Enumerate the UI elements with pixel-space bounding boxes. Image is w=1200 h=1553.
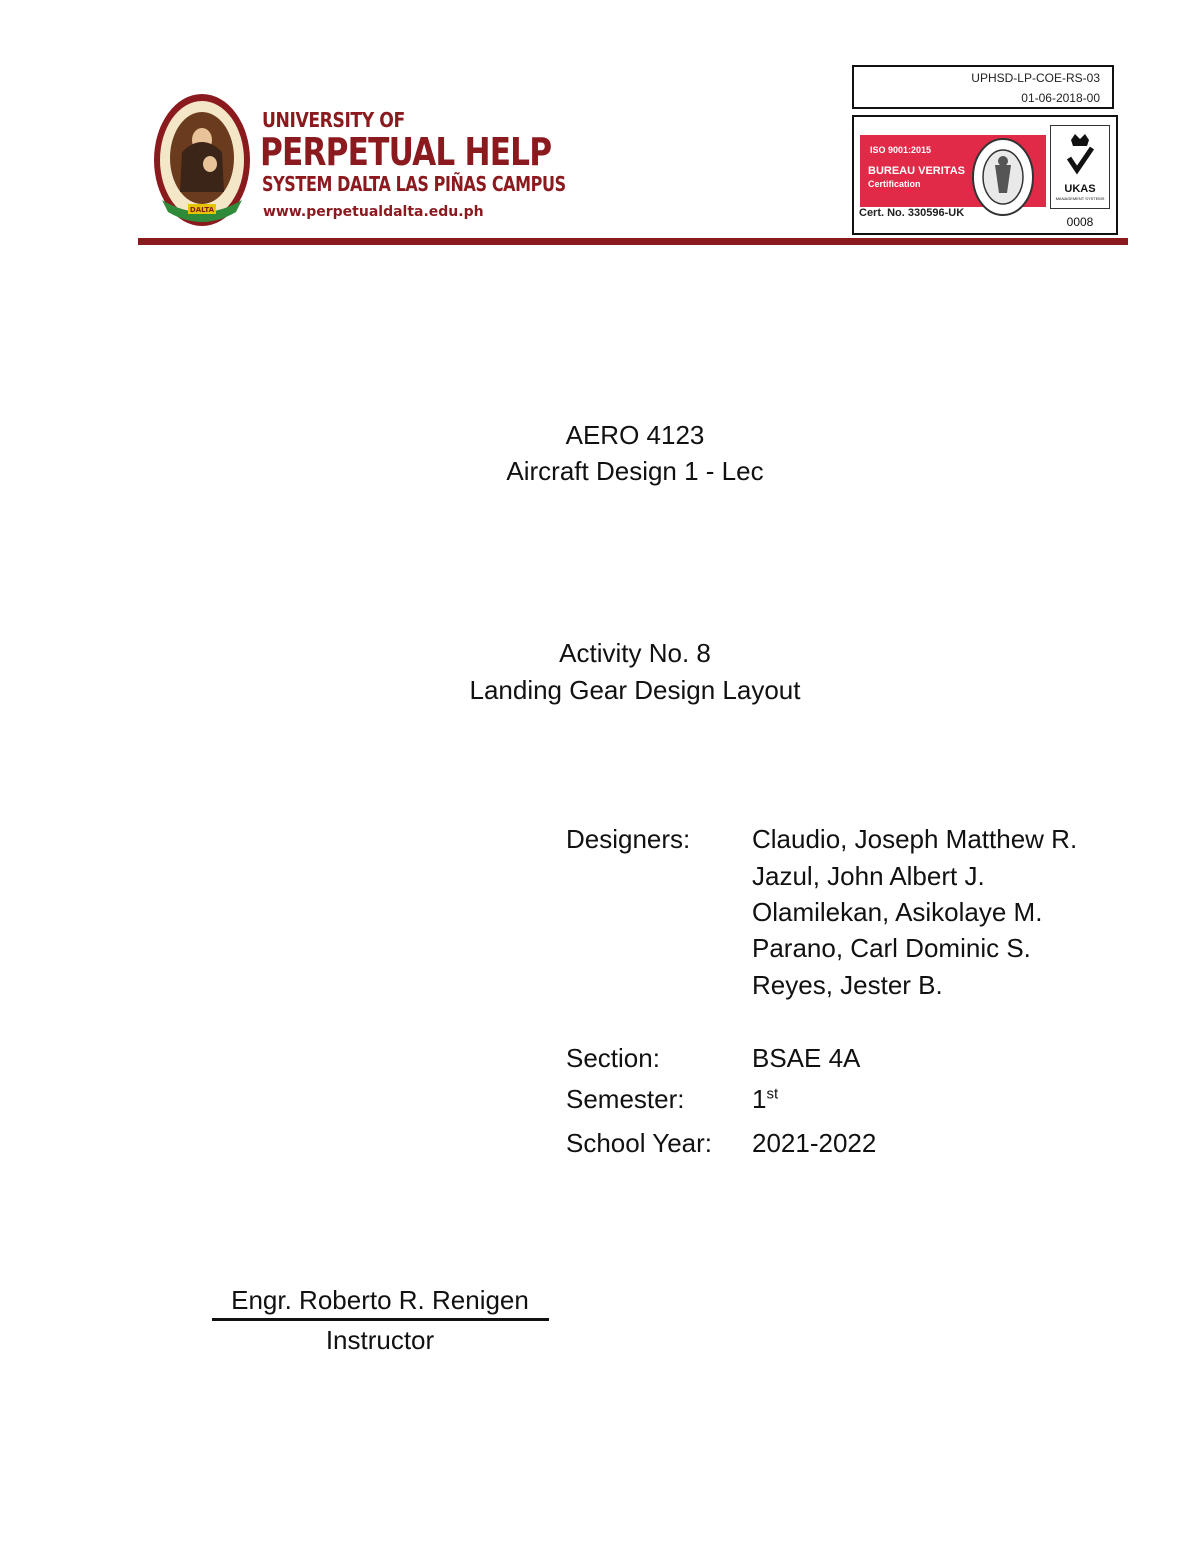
university-campus: SYSTEM DALTA LAS PIÑAS CAMPUS xyxy=(262,172,566,196)
instructor-name: Engr. Roberto R. Renigen xyxy=(231,1285,529,1315)
ukas-number: 0008 xyxy=(1066,215,1094,229)
bureau-veritas-badge xyxy=(860,135,1046,207)
university-name-line2: PERPETUAL HELP xyxy=(260,130,552,174)
certification-box xyxy=(852,115,1118,235)
semester-suffix: st xyxy=(766,1085,779,1103)
crown-checkmark-icon xyxy=(1065,130,1095,180)
designers-label: Designers: xyxy=(566,824,691,854)
document-revision-date: 01-06-2018-00 xyxy=(1021,91,1100,105)
bureau-veritas-label: BUREAU VERITAS xyxy=(868,165,965,177)
designer-name: Claudio, Joseph Matthew R. xyxy=(752,824,1078,854)
designer-name: Olamilekan, Asikolaye M. xyxy=(752,897,1043,927)
semester-value xyxy=(752,1084,778,1115)
document-code: UPHSD-LP-COE-RS-03 xyxy=(971,71,1100,85)
ukas-label: UKAS xyxy=(1064,183,1096,195)
university-seal-logo xyxy=(152,92,252,232)
semester-number: 1 xyxy=(752,1084,767,1114)
course-code: AERO 4123 xyxy=(565,420,705,450)
ukas-badge xyxy=(1050,125,1110,209)
svg-text:DALTA: DALTA xyxy=(189,206,215,214)
section-label: Section: xyxy=(566,1043,660,1073)
certification-label: Certification xyxy=(868,179,921,189)
bureau-veritas-seal-icon xyxy=(970,135,1036,219)
section-value: BSAE 4A xyxy=(752,1043,861,1073)
designer-name: Parano, Carl Dominic S. xyxy=(752,933,1031,963)
university-website: www.perpetualdalta.edu.ph xyxy=(263,204,484,220)
activity-number: Activity No. 8 xyxy=(559,638,711,668)
designer-name: Jazul, John Albert J. xyxy=(752,861,985,891)
header-divider xyxy=(138,238,1128,245)
school-year-label: School Year: xyxy=(566,1128,713,1158)
instructor-title: Instructor xyxy=(325,1325,435,1355)
certification-number: Cert. No. 330596-UK xyxy=(859,207,965,219)
ukas-sublabel: MANAGEMENT SYSTEMS xyxy=(1055,196,1105,201)
document-code-box xyxy=(852,65,1114,109)
course-title: Aircraft Design 1 - Lec xyxy=(506,456,764,486)
activity-title: Landing Gear Design Layout xyxy=(469,675,801,705)
school-year-value: 2021-2022 xyxy=(752,1128,877,1158)
semester-label: Semester: xyxy=(566,1084,685,1114)
designer-name: Reyes, Jester B. xyxy=(752,970,943,1000)
signature-line xyxy=(212,1318,549,1321)
university-name-line1: UNIVERSITY OF xyxy=(262,108,405,132)
iso-label: ISO 9001:2015 xyxy=(870,145,932,155)
